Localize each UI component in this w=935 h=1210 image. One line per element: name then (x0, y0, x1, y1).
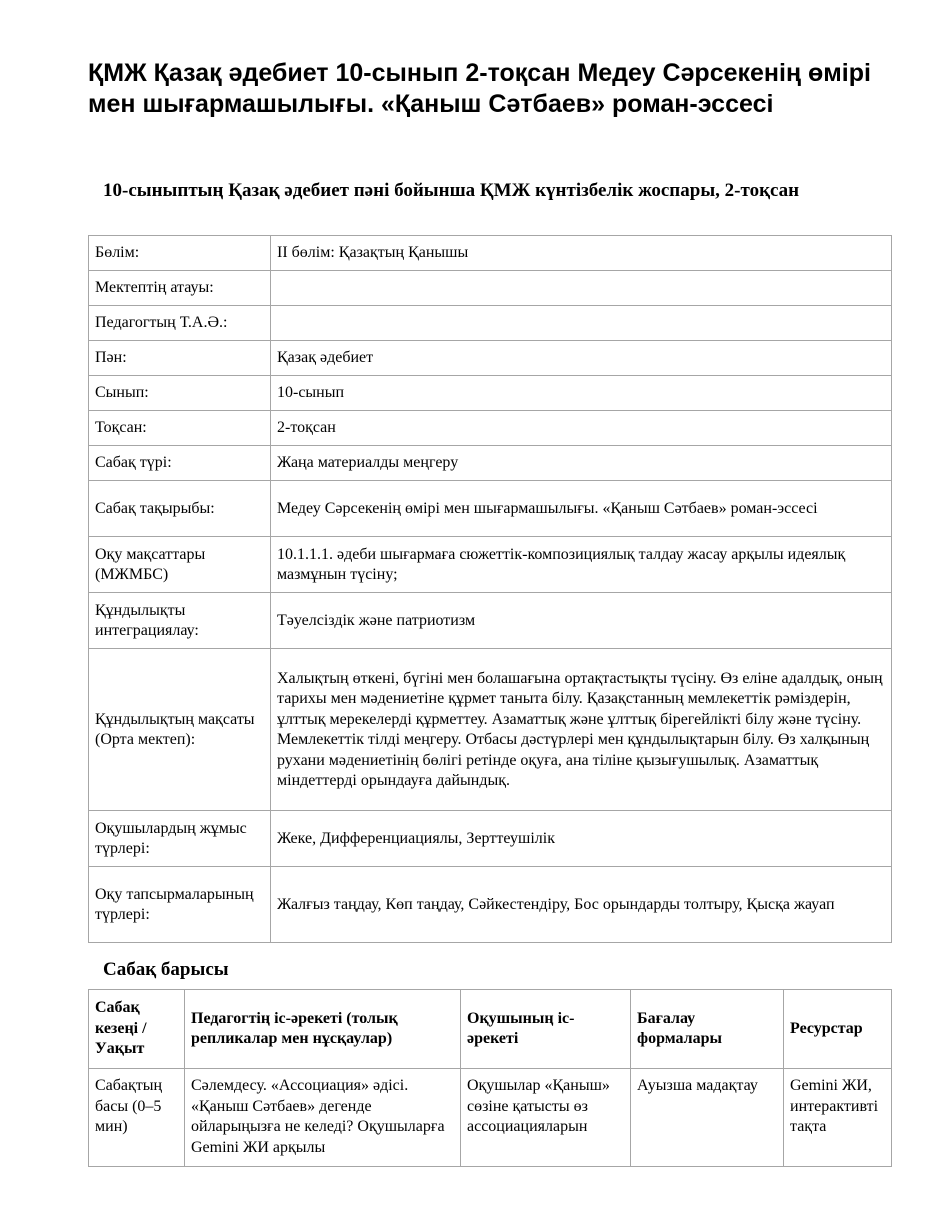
lesson-assessment: Ауызша мадақтау (631, 1069, 784, 1167)
plan-label: Педагогтың Т.А.Ә.: (89, 306, 271, 341)
plan-row-lesson-topic (89, 481, 892, 537)
column-header-resources: Ресурстар (784, 990, 892, 1069)
plan-value: 10-сынып (271, 376, 892, 411)
plan-value: Жаңа материалды меңгеру (271, 446, 892, 481)
plan-label: Тоқсан: (89, 411, 271, 446)
plan-value: ІІ бөлім: Қазақтың Қанышы (271, 236, 892, 271)
column-header-assessment: Бағалау формалары (631, 990, 784, 1069)
plan-table (88, 235, 892, 943)
column-header-teacher: Педагогтің іс-әрекеті (толық репликалар мен нұсқаулар) (185, 990, 461, 1069)
plan-value (271, 306, 892, 341)
plan-row-section (89, 236, 892, 271)
plan-value: 2-тоқсан (271, 411, 892, 446)
plan-row-teacher (89, 306, 892, 341)
column-header-stage: Сабақ кезеңі / Уақыт (89, 990, 185, 1069)
plan-label: Мектептің атауы: (89, 271, 271, 306)
plan-label: Құндылықты интеграциялау: (89, 593, 271, 649)
plan-label: Сынып: (89, 376, 271, 411)
plan-label: Пән: (89, 341, 271, 376)
plan-row-lesson-type (89, 446, 892, 481)
plan-label: Бөлім: (89, 236, 271, 271)
lesson-resources: Gemini ЖИ, интерактивті тақта (784, 1069, 892, 1167)
plan-row-grade (89, 376, 892, 411)
lesson-stage: Сабақтың басы (0–5 мин) (89, 1069, 185, 1167)
plan-row-quarter (89, 411, 892, 446)
plan-value: Жеке, Дифференциациялы, Зерттеушілік (271, 811, 892, 867)
plan-row-subject (89, 341, 892, 376)
lesson-heading: Сабақ барысы (103, 959, 229, 980)
plan-label: Оқу тапсырмаларының түрлері: (89, 867, 271, 943)
lesson-header-row (89, 990, 892, 1069)
plan-row-work-types (89, 811, 892, 867)
plan-value: Жалғыз таңдау, Көп таңдау, Сәйкестендіру, Бос орындарды толтыру, Қысқа жауап (271, 867, 892, 943)
document-title: ҚМЖ Қазақ әдебиет 10-сынып 2-тоқсан Медеу Сәрсекенің өмірі мен шығармашылығы. «Қаныш Сәтбаев» роман-эссесі (88, 59, 871, 118)
plan-heading: 10-сыныптың Қазақ әдебиет пәні бойынша ҚМЖ күнтізбелік жоспары, 2-тоқсан (103, 180, 800, 201)
plan-value: 10.1.1.1. әдеби шығармаға сюжеттік-композициялық талдау жасау арқылы идеялық мазмұнын түсіну; (271, 537, 892, 593)
lesson-table (88, 989, 892, 1167)
plan-label: Сабақ түрі: (89, 446, 271, 481)
plan-value (271, 271, 892, 306)
plan-label: Оқу мақсаттары (МЖМБС) (89, 537, 271, 593)
plan-row-school (89, 271, 892, 306)
plan-row-task-types (89, 867, 892, 943)
column-header-student: Оқушының іс-әрекеті (461, 990, 631, 1069)
plan-label: Сабақ тақырыбы: (89, 481, 271, 537)
lesson-row (89, 1069, 892, 1167)
plan-row-learning-goals (89, 537, 892, 593)
plan-value: Тәуелсіздік және патриотизм (271, 593, 892, 649)
plan-value: Медеу Сәрсекенің өмірі мен шығармашылығы. «Қаныш Сәтбаев» роман-эссесі (271, 481, 892, 537)
plan-label: Оқушылардың жұмыс түрлері: (89, 811, 271, 867)
plan-row-value-integration (89, 593, 892, 649)
plan-label: Құндылықтың мақсаты (Орта мектеп): (89, 649, 271, 811)
plan-row-value-goal (89, 649, 892, 811)
lesson-student-activity: Оқушылар «Қаныш» сөзіне қатысты өз ассоциацияларын (461, 1069, 631, 1167)
plan-value: Қазақ әдебиет (271, 341, 892, 376)
plan-value: Халықтың өткені, бүгіні мен болашағына ортақтастықты түсіну. Өз еліне адалдық, оның тарихы мен мәдениетіне құрмет таныта білу. Қазақстанның мемлекеттік рәміздерін, ұлттық мерекелерді құрметтеу. Азаматтық және ұлттық бірегейлікті білу және түсіну. Мемлекеттік тілді меңгеру. Отбасы дәстүрлері мен құндылықтарын білу. Өз халқының рухани мәдениетінің бөлігі ретінде оқуға, ана тіліне қызығушылық. Азаматтық міндеттерді орындауға дайындық. (271, 649, 892, 811)
lesson-teacher-activity: Сәлемдесу. «Ассоциация» әдісі. «Қаныш Сәтбаев» дегенде ойларыңызға не келеді? Оқушыларға Gemini ЖИ арқылы (185, 1069, 461, 1167)
